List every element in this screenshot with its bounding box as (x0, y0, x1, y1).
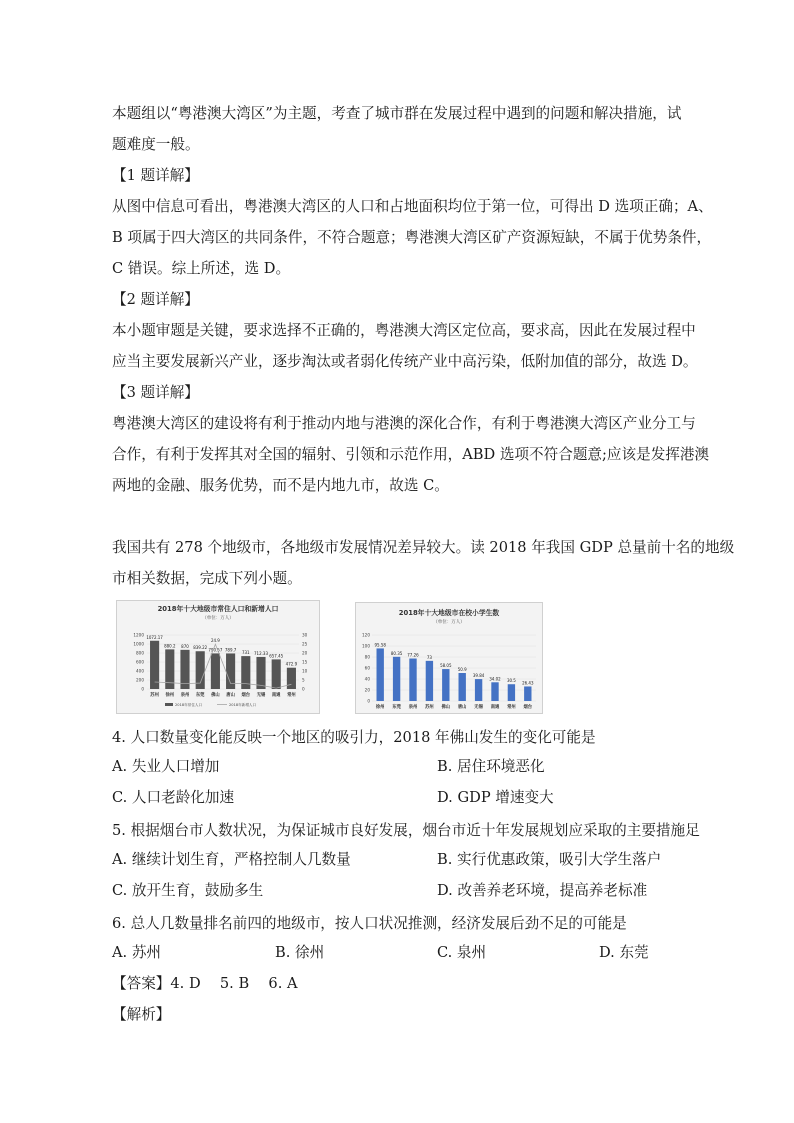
x-tick-label: 常州 (287, 693, 296, 698)
x-tick-label: 无锡 (256, 693, 266, 698)
bar (272, 659, 281, 689)
x-tick-label: 东莞 (392, 705, 401, 710)
q4-option-d: D. GDP 增速变大 (437, 789, 554, 806)
detail-2-line-1: 本小题审题是关键，要求选择不正确的，粤港澳大湾区定位高，要求高，因此在发展过程中 (112, 322, 696, 339)
q6-option-a: A. 苏州 (112, 944, 162, 961)
data-label: 1072.17 (146, 634, 163, 640)
bar (475, 679, 482, 701)
x-tick-label: 唐山 (226, 693, 235, 698)
q6-option-c: C. 泉州 (437, 944, 487, 961)
population-chart (116, 600, 320, 714)
pupils-chart-svg (356, 603, 542, 713)
legend-label-line: 2018年新增人口 (229, 703, 257, 707)
x-tick-label: 常州 (507, 705, 516, 710)
detail-3-line-3: 两地的金融、服务优势，而不是内地九市，故选 C。 (112, 477, 449, 494)
x-tick-label: 无锡 (474, 705, 483, 710)
chart-title: 2018年十大地级市常住人口和新增人口 (157, 605, 279, 613)
bar (256, 657, 265, 689)
y-tick-label: 80 (364, 654, 370, 660)
q6-question: 6. 总人几数量排名前四的地级市，按人口状况推测，经济发展后劲不足的可能是 (112, 915, 627, 932)
data-label: 73 (426, 654, 432, 660)
y-tick-label: 800 (136, 650, 144, 656)
detail-1-line-2: B 项属于四大湾区的共同条件，不符合题意；粤港澳大湾区矿产资源短缺，不属于优势条件， (112, 229, 712, 246)
bar (442, 669, 449, 701)
q4-option-c: C. 人口老龄化加速 (112, 789, 235, 806)
data-label: 26.43 (522, 680, 534, 686)
data-label: 657.45 (269, 653, 284, 659)
y2-tick-label: 25 (302, 641, 308, 647)
data-label: 839.22 (193, 645, 208, 651)
data-label: 731 (241, 650, 250, 656)
answer-text: 4. D 5. B 6. A (170, 975, 298, 992)
bar (287, 668, 296, 689)
x-tick-label: 南通 (490, 705, 500, 710)
data-label: 712.33 (254, 650, 268, 656)
y-tick-label: 200 (136, 677, 144, 683)
y-tick-label: 20 (364, 687, 370, 693)
bar (508, 684, 515, 701)
y-tick-label: 120 (362, 632, 370, 638)
data-label: 77.26 (407, 652, 419, 658)
x-tick-label: 南通 (271, 693, 281, 698)
y-tick-label: 1000 (133, 641, 144, 647)
y2-tick-label: 20 (302, 650, 308, 656)
x-tick-label: 徐州 (165, 693, 175, 698)
data-label: 80.35 (390, 650, 403, 656)
q4-question: 4. 人口数量变化能反映一个地区的吸引力，2018 年佛山发生的变化可能是 (112, 729, 596, 746)
answer-line (112, 974, 298, 994)
x-tick-label: 烟台 (523, 705, 533, 710)
data-label: 880.2 (164, 643, 176, 649)
line-peak-label: 24.9 (210, 638, 220, 644)
detail-2-heading: 【2 题详解】 (112, 291, 199, 308)
x-tick-label: 苏州 (150, 693, 159, 698)
population-chart-svg (117, 601, 319, 713)
detail-1-line-1: 从图中信息可看出，粤港澳大湾区的人口和占地面积均位于第一位，可得出 D 选项正确；A、 (112, 198, 713, 215)
y-tick-label: 600 (136, 659, 144, 665)
bar (491, 682, 498, 701)
data-label: 39.84 (472, 673, 485, 679)
q5-option-a: A. 继续计划生育，严格控制人几数量 (112, 851, 351, 868)
y2-tick-label: 30 (302, 632, 308, 638)
detail-3-heading: 【3 题详解】 (112, 384, 199, 401)
analysis-heading: 【解析】 (112, 1006, 171, 1023)
data-label: 58.05 (440, 663, 452, 669)
stem-line-1: 我国共有 278 个地级市，各地级市发展情况差异较大。读 2018 年我国 GDP 总量前十名的地级 (112, 539, 735, 556)
data-label: 50.9 (457, 667, 467, 673)
x-tick-label: 佛山 (441, 705, 451, 710)
chart-subtitle: （单位：万人） (202, 616, 234, 621)
x-tick-label: 泉州 (180, 693, 190, 698)
detail-1-heading: 【1 题详解】 (112, 167, 199, 184)
y-tick-label: 400 (136, 668, 144, 674)
bar (426, 661, 433, 701)
x-tick-label: 东莞 (195, 693, 205, 698)
x-tick-label: 泉州 (408, 705, 418, 710)
y-tick-label: 100 (362, 643, 370, 649)
y2-tick-label: 15 (302, 659, 308, 665)
intro-line-2: 题难度一般。 (112, 136, 200, 153)
bar (377, 648, 384, 701)
pupils-chart (355, 602, 543, 714)
new-population-line (155, 644, 292, 688)
y-tick-label: 1200 (133, 632, 144, 638)
data-label: 472.9 (285, 661, 298, 667)
x-tick-label: 佛山 (211, 693, 220, 698)
detail-1-line-3: C 错误。综上所述，选 D。 (112, 260, 291, 277)
y-tick-label: 40 (364, 676, 370, 682)
data-label: 790.57 (208, 647, 223, 653)
data-label: 789.7 (224, 647, 237, 653)
y2-tick-label: 0 (302, 686, 305, 692)
data-label: 870 (181, 643, 189, 649)
detail-3-line-2: 合作，有利于发挥其对全国的辐射、引领和示范作用，ABD 选项不符合题意;应该是发挥港澳 (112, 446, 710, 463)
data-label: 34.02 (489, 676, 501, 682)
intro-line-1: 本题组以“粤港澳大湾区”为主题，考查了城市群在发展过程中遇到的问题和解决措施，试 (112, 105, 682, 122)
q4-option-a: A. 失业人口增加 (112, 758, 220, 775)
q5-option-b: B. 实行优惠政策，吸引大学生落户 (437, 851, 662, 868)
chart-title: 2018年十大地级市在校小学生数 (398, 609, 500, 617)
bar (211, 653, 220, 689)
q5-question: 5. 根据烟台市人数状况，为保证城市良好发展，烟台市近十年发展规划应采取的主要措施足 (112, 822, 700, 839)
detail-2-line-2: 应当主要发展新兴产业，逐步淘汰或者弱化传统产业中高污染，低附加值的部分，故选 D。 (112, 353, 698, 370)
bar (393, 657, 400, 701)
y2-tick-label: 10 (302, 668, 308, 674)
data-label: 95.58 (374, 642, 386, 648)
y-tick-label: 0 (367, 698, 370, 704)
x-tick-label: 烟台 (241, 693, 251, 698)
y2-tick-label: 5 (302, 677, 305, 683)
q4-option-b: B. 居住环境恶化 (437, 758, 545, 775)
bar (524, 686, 531, 701)
bar (459, 673, 466, 701)
chart-subtitle: （单位：万人） (433, 620, 465, 625)
x-tick-label: 唐山 (457, 705, 467, 710)
q6-option-b: B. 徐州 (275, 944, 325, 961)
x-tick-label: 徐州 (375, 705, 385, 710)
detail-3-line-1: 粤港澳大湾区的建设将有利于推动内地与港澳的深化合作，有利于粤港澳大湾区产业分工与 (112, 415, 696, 432)
stem-line-2: 市相关数据，完成下列小题。 (112, 570, 302, 587)
data-label: 30.5 (506, 678, 516, 684)
legend-swatch-bars (165, 703, 173, 706)
q5-option-d: D. 改善养老环境，提高养老标准 (437, 882, 648, 899)
x-tick-label: 苏州 (425, 705, 434, 710)
answer-label: 【答案】 (112, 975, 171, 992)
y-tick-label: 60 (364, 665, 370, 671)
legend-label-bars: 2018年常住人口 (175, 703, 203, 707)
y-tick-label: 0 (141, 686, 144, 692)
q6-option-d: D. 东莞 (599, 944, 649, 961)
q5-option-c: C. 放开生育，鼓励多生 (112, 882, 264, 899)
bar (409, 659, 416, 701)
